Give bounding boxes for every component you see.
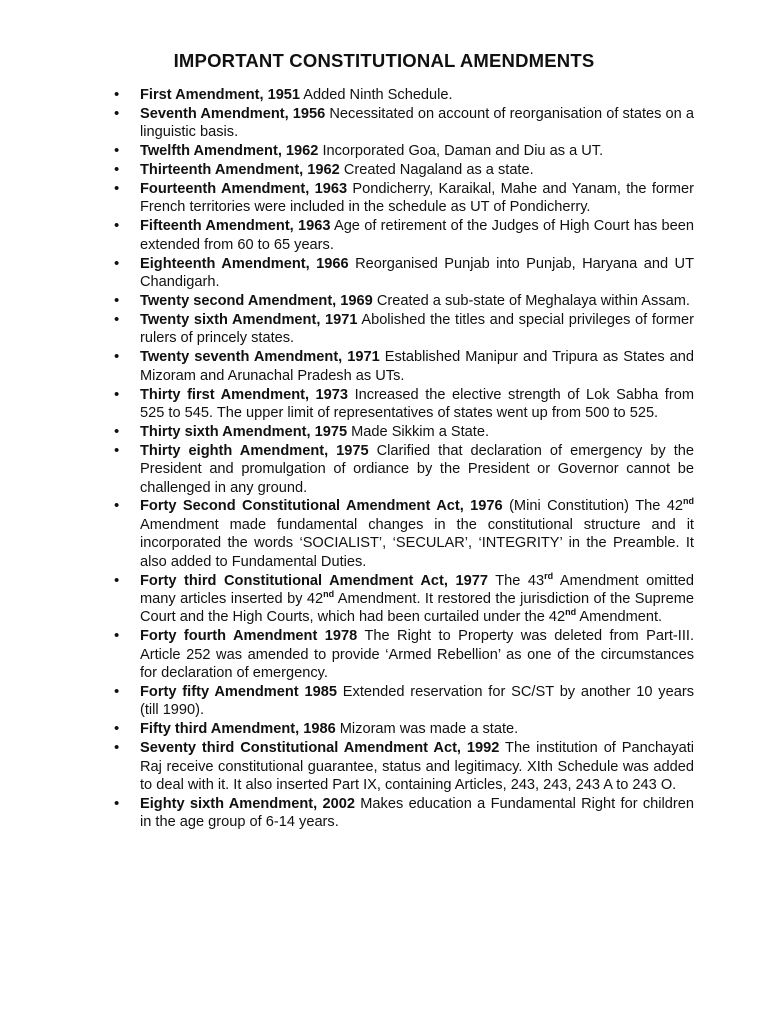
amendment-text: The institution of Panchayati Raj receive constitutional guarantee, status and legitimacy. XIth Schedule was added to deal with it. It also inserted Part IX, containing Articles, 243, 243, 243 A to 243 O. — [140, 740, 694, 794]
ordinal-suffix: nd — [323, 589, 335, 600]
list-item — [74, 627, 694, 682]
list-item — [74, 720, 694, 738]
amendment-text: Created Nagaland as a state. — [339, 162, 534, 179]
amendment-text: Age of retirement of the Judges of High Court has been extended from 60 to 65 years. — [140, 218, 694, 253]
amendment-text: Amendment made fundamental changes in the constitutional structure and it incorporated the words ‘SOCIALIST’, ‘SECULAR’, ‘INTEGRITY’ in the Preamble. It also added to Fundamental Duties. — [140, 516, 694, 570]
amendment-heading: Eighty sixth Amendment, 2002 — [140, 795, 355, 812]
amendment-heading: First Amendment, 1951 — [140, 87, 301, 103]
amendment-text: Necessitated on account of reorganisation of states on a linguistic basis. — [140, 105, 694, 141]
amendments-list — [74, 86, 694, 832]
list-item — [74, 217, 694, 254]
amendment-heading: Seventy third Constitutional Amendment Act, 1992 — [140, 740, 500, 757]
list-item — [74, 348, 694, 385]
amendment-text: Clarified that declaration of emergency by the President and promulgation of ordiance by the President or Governor cannot be challenged in any ground. — [140, 442, 694, 496]
amendment-heading: Thirty eighth Amendment, 1975 — [140, 442, 369, 459]
amendment-text: Created a sub-state of Meghalaya within Assam. — [372, 292, 690, 309]
list-item — [74, 142, 694, 160]
amendment-heading: Fifteenth Amendment, 1963 — [140, 218, 331, 235]
list-item — [74, 795, 694, 832]
page-title: IMPORTANT CONSTITUTIONAL AMENDMENTS — [173, 50, 595, 71]
ordinal-suffix: rd — [544, 570, 554, 581]
ordinal-suffix: nd — [683, 496, 694, 507]
amendment-text: Extended reservation for SC/ST by another 10 years (till 1990). — [140, 684, 694, 719]
list-item — [74, 683, 694, 720]
amendment-heading: Forty Second Constitutional Amendment Act, 1976 — [140, 498, 503, 515]
amendment-heading: Seventh Amendment, 1956 — [140, 105, 326, 122]
amendment-heading: Thirty sixth Amendment, 1975 — [140, 423, 348, 440]
list-item — [74, 86, 694, 104]
list-item — [74, 161, 694, 179]
amendment-text: Amendment omitted many articles inserted by 42 — [140, 572, 694, 607]
amendment-heading: Twelfth Amendment, 1962 — [140, 143, 319, 160]
amendment-text: Reorganised Punjab into Punjab, Haryana and UT Chandigarh. — [140, 255, 694, 291]
amendment-text: Abolished the titles and special privileges of former rulers of princely states. — [140, 311, 694, 347]
amendment-text: The 43 — [487, 572, 545, 589]
list-item — [74, 386, 694, 423]
list-item — [74, 739, 694, 794]
list-item — [74, 180, 694, 217]
amendment-text: Established Manipur and Tripura as States and Mizoram and Arunachal Pradesh as UTs. — [140, 349, 694, 384]
amendment-heading: Eighteenth Amendment, 1966 — [140, 255, 349, 272]
amendment-text: Added Ninth Schedule. — [300, 87, 453, 103]
amendment-heading: Thirty first Amendment, 1973 — [140, 386, 349, 403]
amendment-heading: Twenty seventh Amendment, 1971 — [140, 349, 380, 366]
list-item — [74, 442, 694, 497]
amendment-heading: Fourteenth Amendment, 1963 — [140, 181, 348, 198]
amendment-heading: Forty third Constitutional Amendment Act, 1977 — [140, 572, 488, 589]
list-item — [74, 572, 694, 627]
amendment-text: (Mini Constitution) The 42 — [502, 498, 683, 515]
list-item — [74, 497, 694, 571]
list-item — [74, 292, 694, 310]
amendment-heading: Thirteenth Amendment, 1962 — [140, 162, 340, 179]
amendment-text: Amendment. It restored the jurisdiction of the Supreme Court and the High Courts, which had been curtailed under the 42 — [140, 590, 694, 626]
amendment-heading: Twenty second Amendment, 1969 — [140, 292, 373, 309]
amendment-text: Amendment. — [576, 609, 663, 626]
amendment-text: Pondicherry, Karaikal, Mahe and Yanam, the former French territories were included in the schedule as UT of Pondicherry. — [140, 181, 694, 216]
amendment-heading: Forty fourth Amendment 1978 — [140, 628, 358, 645]
list-item — [74, 105, 694, 142]
amendment-text: Made Sikkim a State. — [347, 423, 490, 440]
amendment-heading: Twenty sixth Amendment, 1971 — [140, 311, 358, 328]
amendment-text: Incorporated Goa, Daman and Diu as a UT. — [318, 143, 604, 160]
amendment-text: The Right to Property was deleted from Part-III. Article 252 was amended to provide ‘Armed Rebellion’ as one of the circumstances for declaration of emergency. — [140, 628, 695, 682]
amendment-heading: Fifty third Amendment, 1986 — [140, 721, 336, 738]
list-item — [74, 423, 694, 441]
amendment-heading: Forty fifty Amendment 1985 — [140, 684, 337, 700]
ordinal-suffix: nd — [565, 607, 577, 618]
amendment-text: Increased the elective strength of Lok Sabha from 525 to 545. The upper limit of representatives of states went up from 500 to 525. — [140, 386, 694, 421]
list-item — [74, 311, 694, 348]
amendment-text: Mizoram was made a state. — [335, 721, 519, 738]
list-item — [74, 255, 694, 292]
amendment-text: Makes education a Fundamental Right for children in the age group of 6-14 years. — [140, 795, 694, 831]
